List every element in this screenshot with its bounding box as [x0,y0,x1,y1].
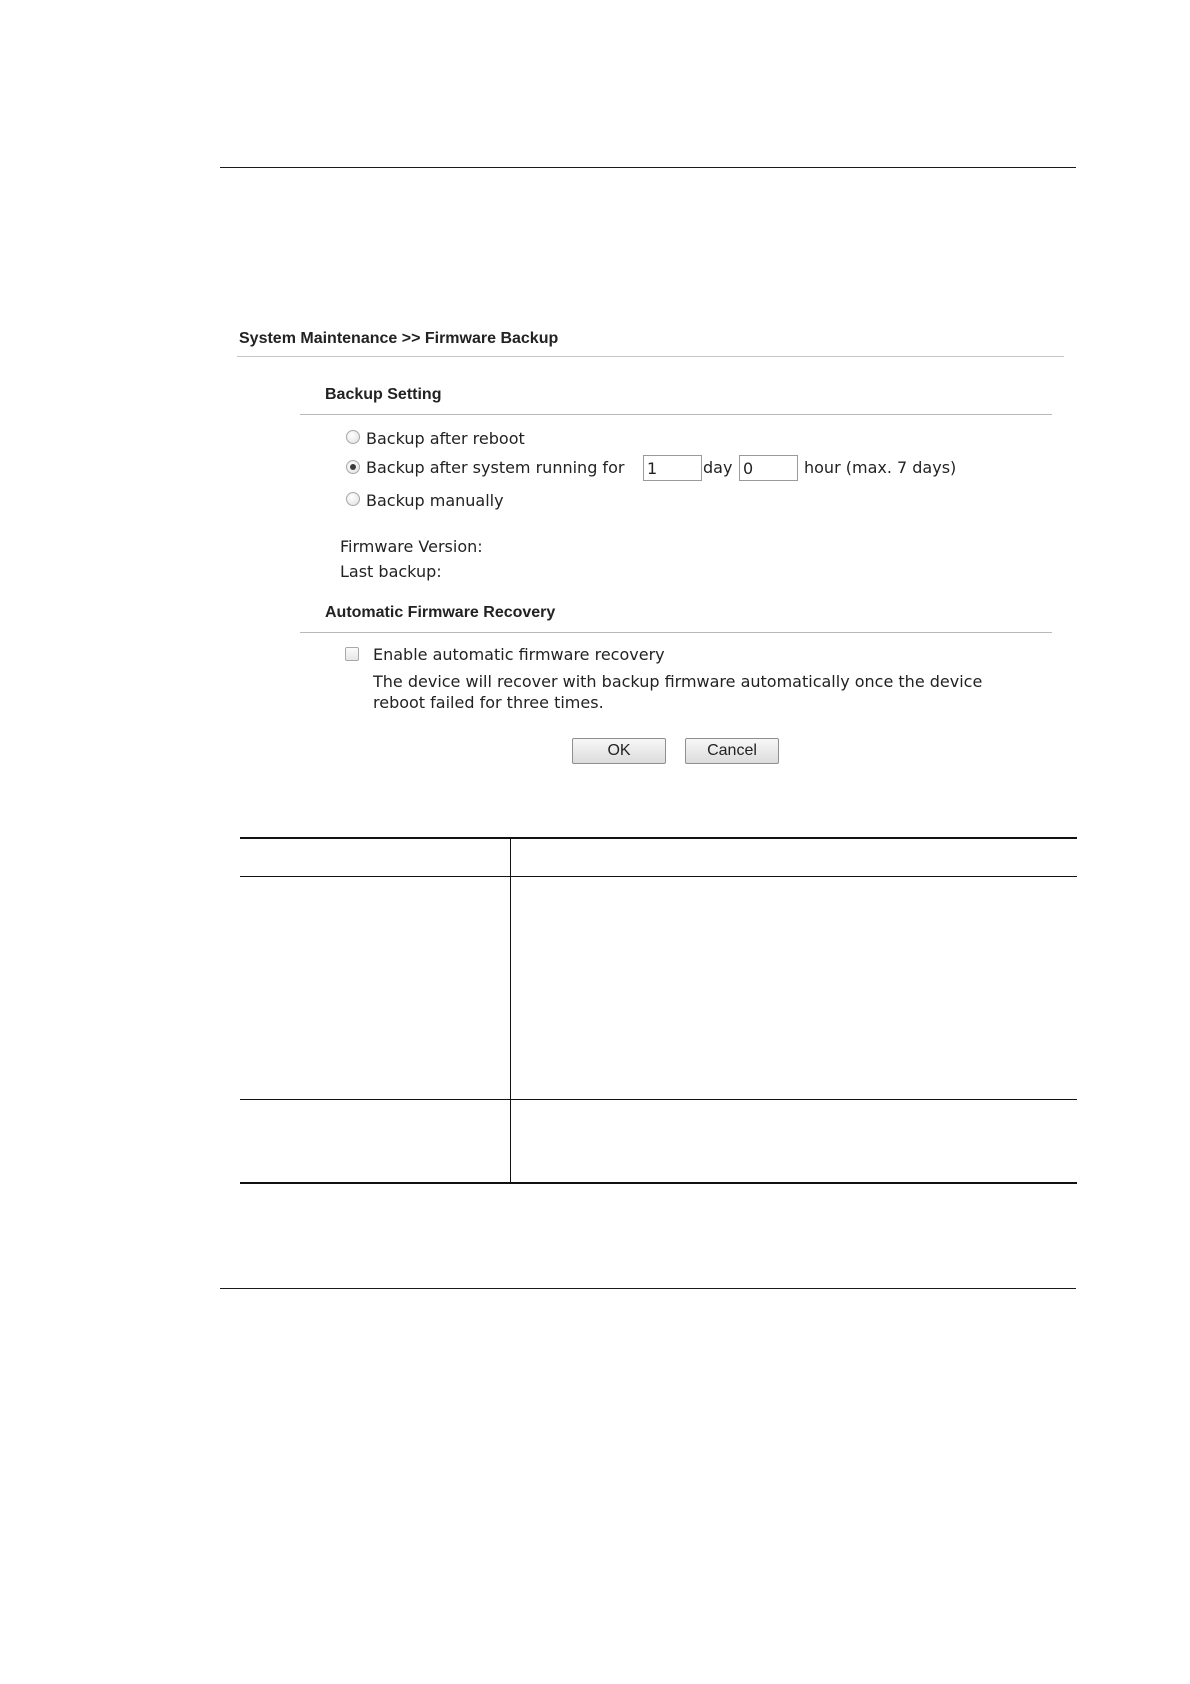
radio-backup-after-reboot-label: Backup after reboot [366,429,525,448]
table-row-border [240,1099,1077,1100]
page-header-rule [220,167,1076,168]
backup-setting-divider [300,414,1052,415]
ok-button[interactable]: OK [572,738,666,764]
title-divider [237,356,1064,357]
enable-recovery-label: Enable automatic firmware recovery [373,645,665,664]
last-backup-label: Last backup: [340,562,442,581]
hours-input[interactable] [739,455,798,481]
radio-backup-after-running-label: Backup after system running for [366,458,625,477]
radio-backup-after-running[interactable] [346,460,360,474]
radio-backup-manually[interactable] [346,492,360,506]
table-header-border [240,876,1077,877]
radio-backup-manually-label: Backup manually [366,491,504,510]
table-bottom-border [240,1182,1077,1184]
days-input[interactable] [643,455,702,481]
hours-unit-label: hour (max. 7 days) [804,458,957,477]
backup-setting-heading: Backup Setting [325,386,442,403]
page-footer-rule [220,1288,1076,1289]
table-column-divider [510,838,511,1183]
firmware-version-label: Firmware Version: [340,537,483,556]
enable-recovery-checkbox[interactable] [345,647,359,661]
radio-backup-after-reboot[interactable] [346,430,360,444]
cancel-button[interactable]: Cancel [685,738,779,764]
page-title: System Maintenance >> Firmware Backup [239,330,559,347]
recovery-divider [300,632,1052,633]
recovery-note-line2: reboot failed for three times. [373,693,604,712]
recovery-note-line1: The device will recover with backup firmware automatically once the device [373,672,983,691]
recovery-heading: Automatic Firmware Recovery [325,604,556,621]
table-top-border [240,837,1077,839]
days-unit-label: day [703,458,733,477]
